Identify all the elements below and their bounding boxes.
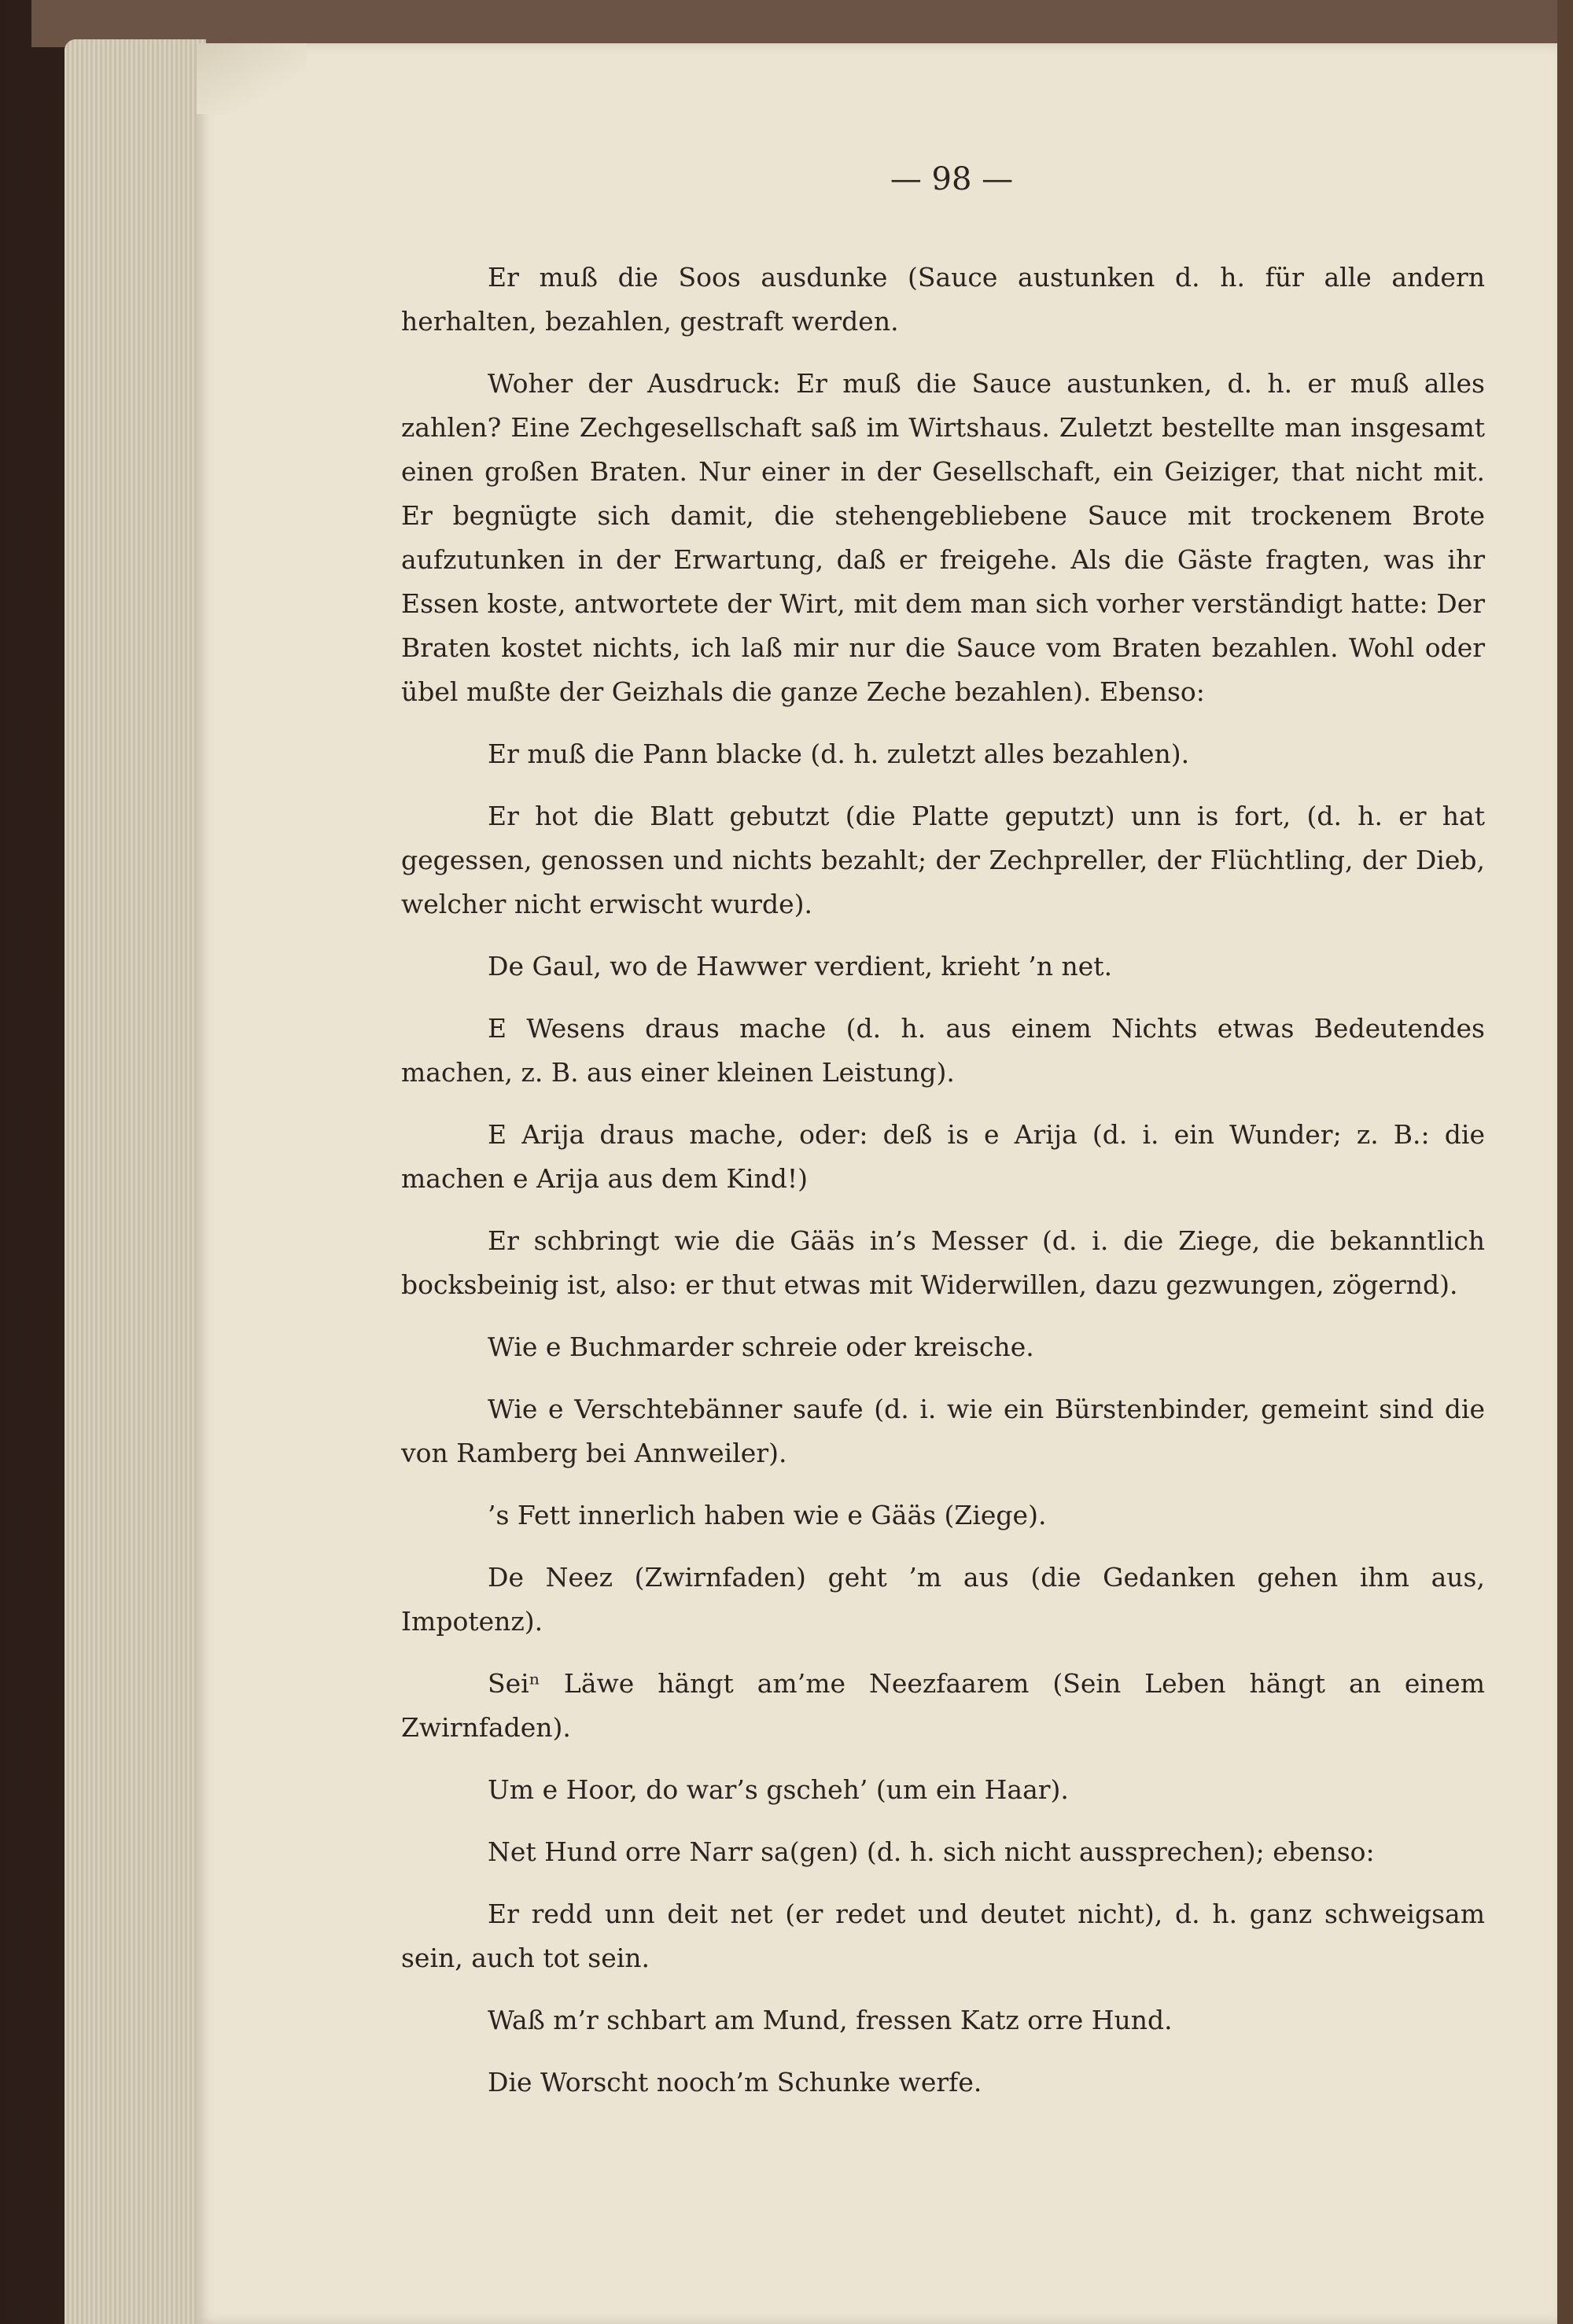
paragraph: Waß m’r schbart am Mund, fressen Katz orre Hund. bbox=[488, 2005, 1173, 2035]
paragraph: Die Worscht nooch’m Schunke werfe. bbox=[488, 2067, 982, 2097]
page-text bbox=[401, 256, 1485, 2123]
paragraph: De Neez (Zwirnfaden) geht ’m aus (die Gedanken gehen ihm aus, Impotenz). bbox=[401, 1562, 1485, 1637]
cover-top-edge bbox=[31, 0, 1573, 47]
paragraph: Er muß die Pann blacke (d. h. zuletzt alles bezahlen). bbox=[488, 738, 1190, 769]
paragraph: Net Hund orre Narr sa(gen) (d. h. sich nicht aussprechen); ebenso: bbox=[488, 1836, 1375, 1867]
paragraph: Woher der Ausdruck: Er muß die Sauce austunken, d. h. er muß alles zahlen? Eine Zechgesellschaft saß im Wirtshaus. Zuletzt bestellte man insgesamt einen großen Braten. Nur einer in der Gesellschaft, ein Geiziger, that nicht mit. Er begnügte sich damit, die stehengebliebene Sauce mit trockenem Brote aufzutunken in der Erwartung, daß er freigehe. Als die Gäste fragten, was ihr Essen koste, antwortete der Wirt, mit dem man sich vorher verständigt hatte: Der Braten kostet nichts, ich laß mir nur die Sauce vom Braten bezahlen. Wohl oder übel mußte der Geizhals die ganze Zeche bezahlen). Ebenso: bbox=[401, 368, 1485, 707]
paragraph: Wie e Buchmarder schreie oder kreische. bbox=[488, 1331, 1034, 1362]
paragraph: E Wesens draus mache (d. h. aus einem Nichts etwas Bedeutendes machen, z. B. aus einer kleinen Leistung). bbox=[401, 1013, 1485, 1088]
paragraph: Wie e Verschtebänner saufe (d. i. wie ein Bürstenbinder, gemeint sind die von Ramberg bei Annweiler). bbox=[401, 1394, 1485, 1468]
folded-page-corner bbox=[197, 43, 307, 114]
paragraph: De Gaul, wo de Hawwer verdient, krieht ’n net. bbox=[488, 951, 1113, 982]
paragraph: Er redd unn deit net (er redet und deutet nicht), d. h. ganz schweigsam sein, auch tot sein. bbox=[401, 1899, 1485, 1973]
paragraph: E Arija draus mache, oder: deß is e Arija (d. i. ein Wunder; z. B.: die machen e Arija aus dem Kind!) bbox=[401, 1119, 1485, 1194]
paragraph: Er hot die Blatt gebutzt (die Platte geputzt) unn is fort, (d. h. er hat gegessen, genossen und nichts bezahlt; der Zechpreller, der Flüchtling, der Dieb, welcher nicht erwischt wurde). bbox=[401, 801, 1485, 919]
cover-right-edge bbox=[1557, 0, 1573, 2324]
paragraph: Er schbringt wie die Gääs in’s Messer (d. i. die Ziege, die bekanntlich bocksbeinig ist, also: er thut etwas mit Widerwillen, dazu gezwungen, zögernd). bbox=[401, 1225, 1485, 1300]
page-edges bbox=[64, 39, 206, 2324]
paragraph: Er muß die Soos ausdunke (Sauce austunken d. h. für alle andern herhalten, bezahlen, gestraft werden. bbox=[401, 262, 1485, 337]
paragraph: Um e Hoor, do war’s gscheh’ (um ein Haar). bbox=[488, 1774, 1069, 1805]
page-number: — 98 — bbox=[890, 161, 1014, 197]
paragraph: Seiⁿ Läwe hängt am’me Neezfaarem (Sein Leben hängt an einem Zwirnfaden). bbox=[401, 1668, 1485, 1743]
paragraph: ’s Fett innerlich haben wie e Gääs (Ziege). bbox=[488, 1500, 1047, 1530]
